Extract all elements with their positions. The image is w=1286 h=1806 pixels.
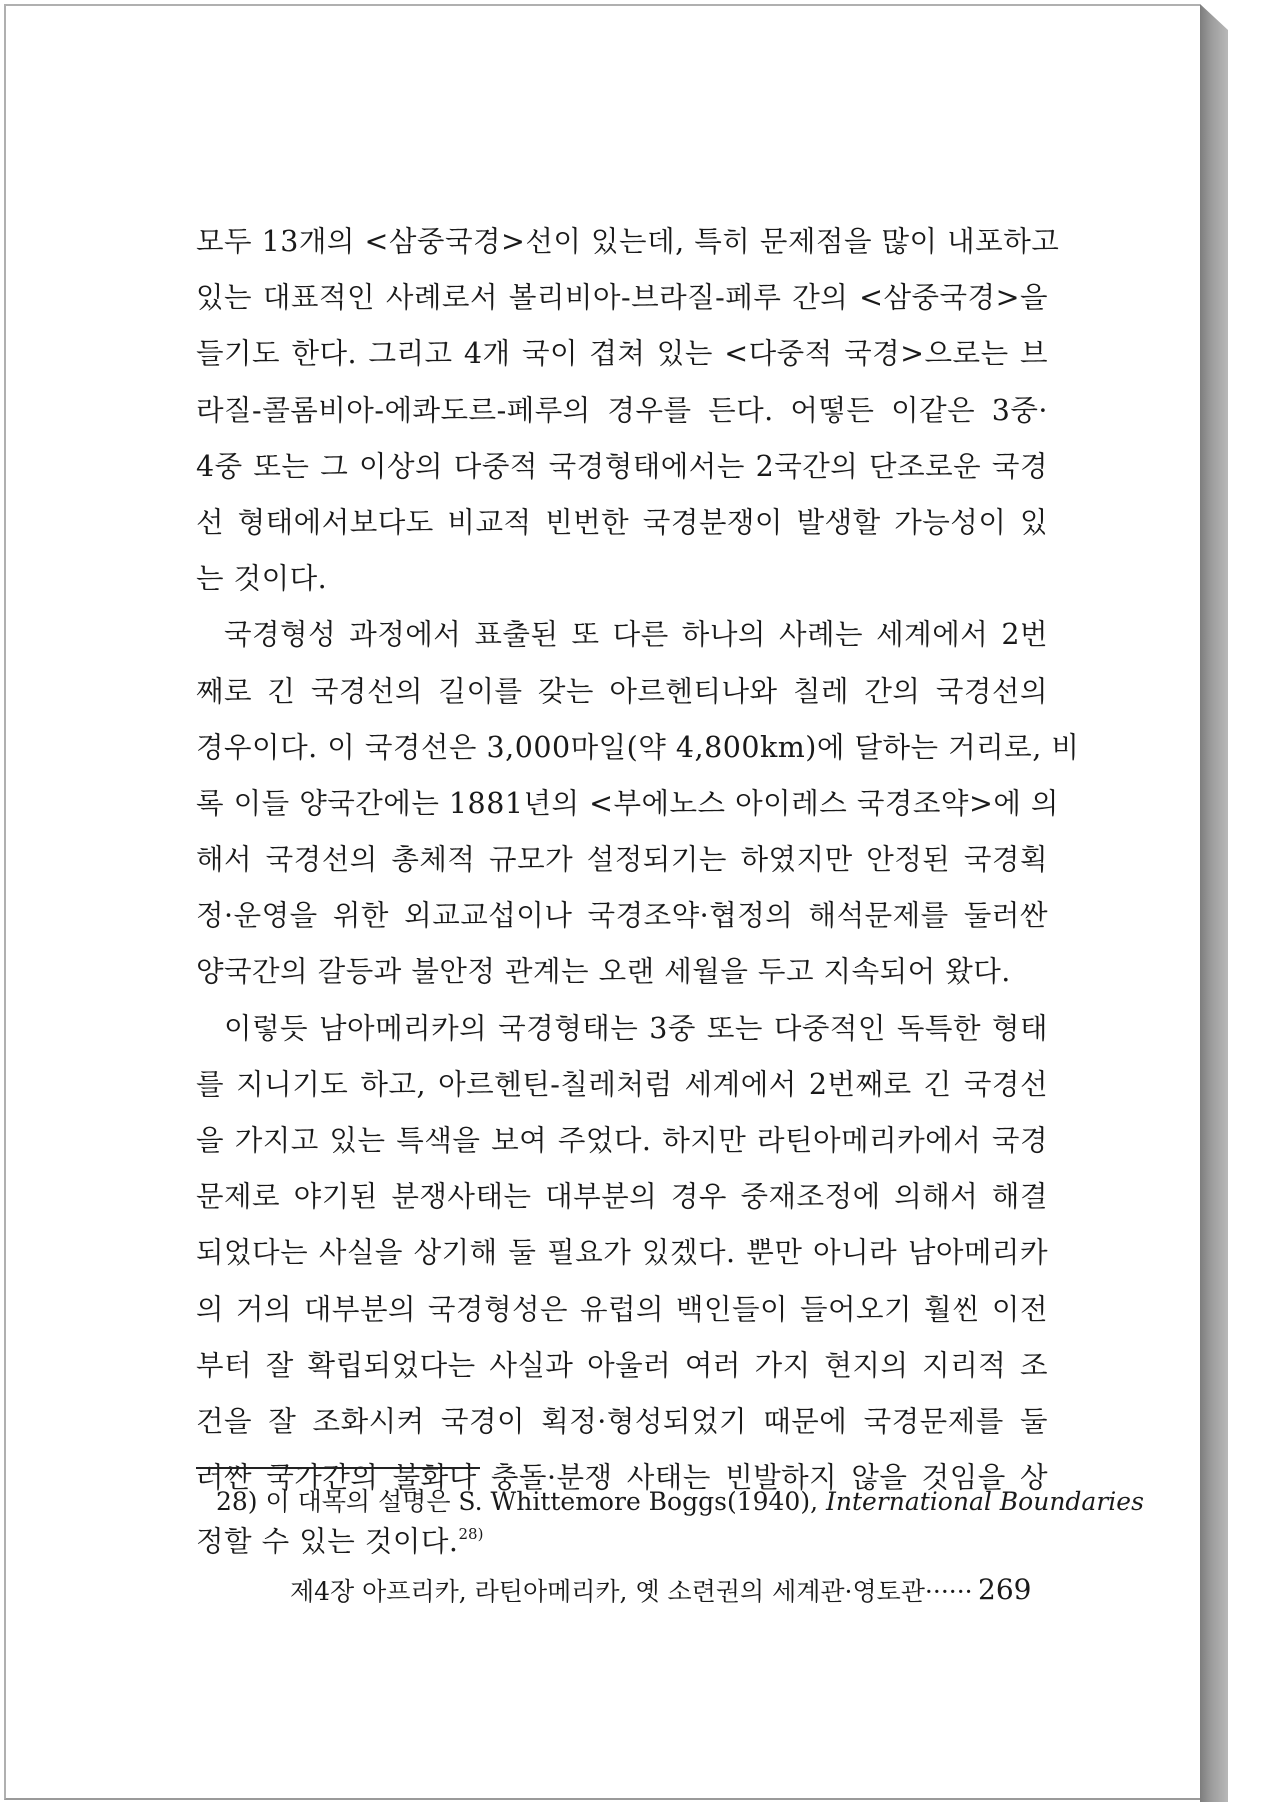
body-line: 국경형성 과정에서 표출된 또 다른 하나의 사례는 세계에서 2번 bbox=[224, 618, 1048, 652]
body-line: 모두 13개의 <삼중국경>선이 있는데, 특히 문제점을 많이 내포하고 bbox=[196, 225, 1060, 258]
footnote-text: 이 대목의 설명은 S. Whittemore Boggs(1940), bbox=[265, 1487, 819, 1516]
book-edge bbox=[1200, 4, 1228, 1802]
body-line: 들기도 한다. 그리고 4개 국이 겹쳐 있는 <다중적 국경>으로는 브 bbox=[196, 337, 1048, 371]
body-line: 을 가지고 있는 특색을 보여 주었다. 하지만 라틴아메리카에서 국경 bbox=[196, 1124, 1048, 1157]
body-line: 록 이들 양국간에는 1881년의 <부에노스 아이레스 국경조약>에 의 bbox=[196, 786, 1059, 820]
body-line: 문제로 야기된 분쟁사태는 대부분의 경우 중재조정에 의해서 해결 bbox=[196, 1180, 1048, 1214]
body-line: 라질-콜롬비아-에콰도르-페루의 경우를 든다. 어떻든 이같은 3중· bbox=[196, 393, 1048, 427]
body-line: 해서 국경선의 총체적 규모가 설정되기는 하였지만 안정된 국경획 bbox=[196, 843, 1048, 877]
footnote bbox=[216, 1482, 1144, 1522]
body-line: 째로 긴 국경선의 길이를 갖는 아르헨티나와 칠레 간의 국경선의 bbox=[196, 674, 1048, 708]
body-line-final-text: 정할 수 있는 것이다. bbox=[196, 1525, 459, 1559]
body-line: 이렇듯 남아메리카의 국경형태는 3중 또는 다중적인 독특한 형태 bbox=[224, 1011, 1048, 1045]
footnote-number: 28) bbox=[216, 1487, 258, 1516]
body-line: 건을 잘 조화시켜 국경이 획정·형성되었기 때문에 국경문제를 둘 bbox=[196, 1404, 1048, 1438]
body-line: 4중 또는 그 이상의 다중적 국경형태에서는 2국간의 단조로운 국경 bbox=[196, 449, 1048, 483]
body-line: 되었다는 사실을 상기해 둘 필요가 있겠다. 뿐만 아니라 남아메리카 bbox=[196, 1236, 1048, 1270]
body-line: 정·운영을 위한 외교교섭이나 국경조약·협정의 해석문제를 둘러싼 bbox=[196, 899, 1048, 933]
body-text bbox=[196, 214, 1080, 1563]
body-line: 선 형태에서보다도 비교적 빈번한 국경분쟁이 발생할 가능성이 있 bbox=[196, 505, 1048, 539]
page-number: 269 bbox=[978, 1573, 1032, 1606]
body-line: 양국간의 갈등과 불안정 관계는 오랜 세월을 두고 지속되어 왔다. bbox=[196, 955, 1011, 989]
running-footer: 제4장 아프리카, 라틴아메리카, 옛 소련권의 세계관·영토관······ bbox=[290, 1577, 973, 1606]
body-line: 는 것이다. bbox=[196, 562, 328, 596]
footnote-divider bbox=[196, 1467, 480, 1469]
footnote-reference: 28) bbox=[458, 1525, 484, 1544]
body-line: 부터 잘 확립되었다는 사실과 아울러 여러 가지 현지의 지리적 조 bbox=[196, 1348, 1048, 1382]
body-line: 경우이다. 이 국경선은 3,000마일(약 4,800km)에 달하는 거리로, 비 bbox=[196, 730, 1080, 764]
body-line: 를 지니기도 하고, 아르헨틴-칠레처럼 세계에서 2번째로 긴 국경선 bbox=[196, 1067, 1048, 1101]
body-line: 의 거의 대부분의 국경형성은 유럽의 백인들이 들어오기 훨씬 이전 bbox=[196, 1292, 1048, 1326]
body-line: 있는 대표적인 사례로서 볼리비아-브라질-페루 간의 <삼중국경>을 bbox=[196, 281, 1048, 315]
body-line: 러싼 국가간의 불화나 충돌·분쟁 사태는 빈발하지 않을 것임을 상 bbox=[196, 1461, 1048, 1495]
footnote-title: International Boundaries bbox=[825, 1487, 1144, 1516]
